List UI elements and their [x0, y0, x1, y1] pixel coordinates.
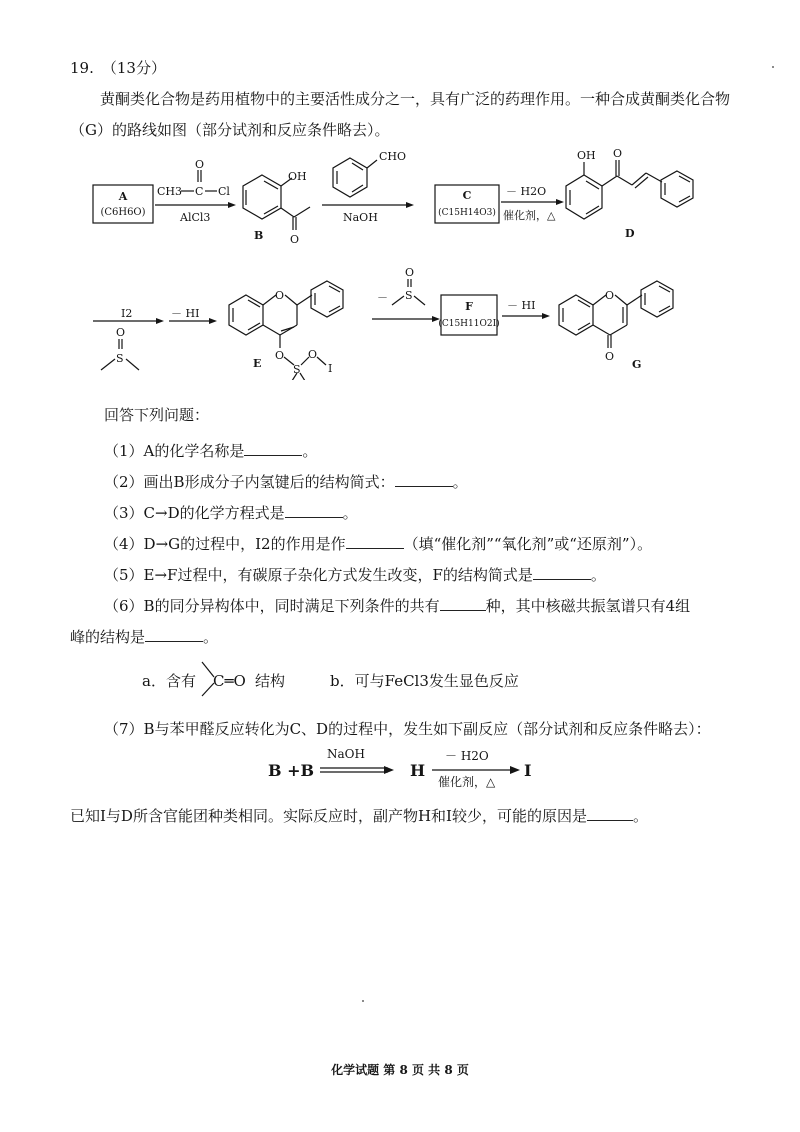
dmso-s: S — [116, 352, 124, 365]
condition-a-prefix: a．含有 — [142, 672, 196, 690]
molecule-g — [559, 281, 673, 348]
scan-dot — [772, 66, 774, 68]
compound-a-formula: (C6H6O) — [100, 207, 146, 218]
blank-6b[interactable] — [145, 627, 203, 642]
compound-c-formula: (C15H14O3) — [438, 208, 496, 218]
acyl-o: O — [195, 158, 205, 171]
e-minus-hi: － HI — [171, 307, 200, 320]
d-label: D — [625, 227, 635, 240]
e-s: S — [293, 363, 301, 376]
molecule-b — [243, 175, 310, 230]
compound-f-formula: (C15H11O2I) — [438, 319, 500, 329]
answer-prompt: 回答下列问题： — [104, 406, 210, 424]
side-minus-h2o: － H2O — [445, 749, 489, 763]
question-5: （5）E→F过程中，有碳原子杂化方式发生改变，F的结构简式是 。 — [104, 566, 606, 584]
acyl-ch3: CH3 — [157, 185, 183, 198]
dmso-o: O — [116, 326, 126, 339]
molecule-d — [566, 160, 693, 219]
side-i: I — [524, 761, 532, 780]
synthesis-scheme — [0, 135, 800, 380]
question-2: （2）画出B形成分子内氢键后的结构简式： 。 — [104, 473, 468, 491]
condition-a-suffix: 结构 — [255, 672, 286, 690]
question-intro: 黄酮类化合物是药用植物中的主要活性成分之一，具有广泛的药理作用。一种合成黄酮类化合物（G）的路线如图（部分试剂和反应条件略去）。 — [70, 90, 731, 139]
question-4: （4）D→G的过程中，I2的作用是作 （填“催化剂”“氧化剂”或“还原剂”）。 — [104, 535, 653, 553]
f-dmso-o: O — [405, 266, 415, 279]
condition-a-carbonyl: C═O — [213, 672, 246, 690]
blank-1[interactable] — [244, 441, 302, 456]
page-footer: 化学试题 第 8 页 共 8 页 — [331, 1063, 469, 1077]
compound-a-label: A — [118, 190, 128, 203]
compound-f-label: F — [465, 300, 473, 313]
condition-b: b．可与FeCl3发生显色反应 — [330, 672, 519, 690]
g-label: G — [632, 358, 642, 371]
d-oh: OH — [577, 149, 596, 162]
side-catalyst-heat: 催化剂，△ — [438, 775, 496, 789]
side-naoh: NaOH — [327, 747, 365, 761]
acyl-cl: Cl — [218, 185, 230, 198]
blank-4[interactable] — [346, 534, 404, 549]
side-h: H — [410, 761, 426, 780]
molecule-e — [229, 281, 343, 380]
c-catalyst-heat: 催化剂，△ — [503, 209, 556, 222]
question-7: （7）B与苯甲醛反应转化为C、D的过程中，发生如下副反应（部分试剂和反应条件略去）： — [104, 720, 711, 738]
g-carbonyl-o: O — [605, 350, 615, 363]
f-dmso-s: S — [405, 289, 413, 302]
g-minus-hi: － HI — [507, 299, 536, 312]
blank-2[interactable] — [395, 472, 453, 487]
blank-7[interactable] — [587, 806, 633, 821]
e-o1: O — [275, 349, 285, 362]
b-oh: OH — [288, 170, 307, 183]
side-reaction-lhs: B +B — [268, 761, 315, 780]
e-ring-o: O — [275, 289, 285, 302]
blank-6a[interactable] — [440, 596, 486, 611]
blank-5[interactable] — [533, 565, 591, 580]
d-o: O — [613, 147, 623, 160]
f-minus-sign: － — [377, 291, 388, 304]
e-i: I — [328, 362, 333, 375]
question-6: （6）B的同分异构体中，同时满足下列条件的共有 种，其中核磁共振氢谱只有4组 — [104, 597, 691, 615]
c-minus-h2o: － H2O — [506, 185, 547, 198]
question-score: （13分） — [101, 59, 166, 77]
e-label: E — [253, 357, 262, 370]
e-o2: O — [308, 348, 318, 361]
scan-dot — [362, 1000, 364, 1002]
question-3: （3）C→D的化学方程式是 。 — [104, 504, 358, 522]
question-1: （1）A的化学名称是 。 — [104, 442, 318, 460]
i2-label: I2 — [121, 307, 133, 320]
compound-c-label: C — [462, 189, 472, 202]
question-6-line2: 峰的结构是 。 — [70, 628, 219, 646]
question-number: 19. （13分） — [70, 59, 166, 77]
cho-label: CHO — [379, 150, 407, 163]
acyl-c: C — [195, 185, 204, 198]
known-info: 已知I与D所含官能团种类相同。实际反应时，副产物H和I较少，可能的原因是 。 — [70, 807, 648, 825]
b-label: B — [254, 229, 264, 242]
naoh-label: NaOH — [343, 211, 378, 224]
blank-3[interactable] — [285, 503, 343, 518]
alcl3-label: AlCl3 — [180, 211, 211, 224]
g-ring-o: O — [605, 289, 615, 302]
b-o: O — [290, 233, 300, 246]
benzaldehyde — [333, 158, 377, 197]
